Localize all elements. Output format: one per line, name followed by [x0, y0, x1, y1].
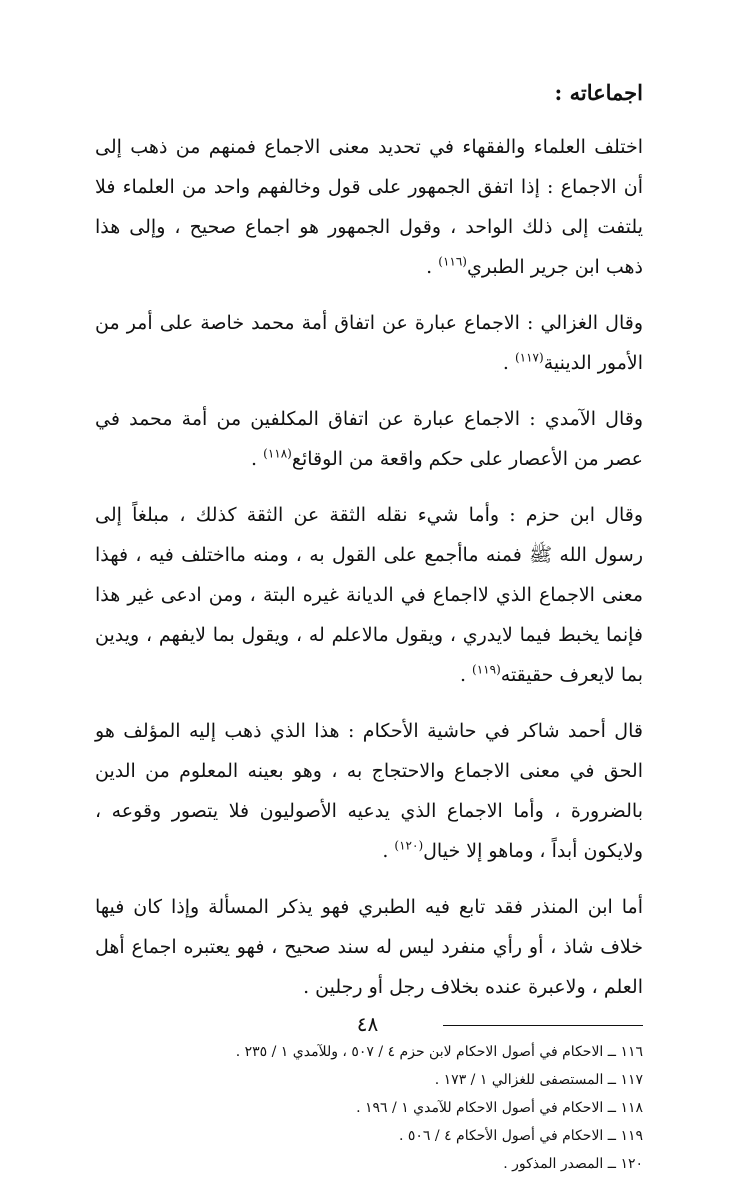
paragraph-3-text: وقال الآمدي : الاجماع عبارة عن اتفاق المكلفين من أمة محمد في عصر من الأعصار على حكم واقعة من الوقائع — [95, 408, 643, 471]
paragraph-4-text: وقال ابن حزم : وأما شيء نقله الثقة عن الثقة كذلك ، مبلغاً إلى رسول الله ﷺ فمنه ماأجمع على القول به ، ومنه مااختلف فيه ، فهذا معنى الاجماع الذي لااجماع في الديانة غيره البتة ، ومن ادعى غير هذا فإنما يخبط فيما لايدري ، ويقول مالاعلم له ، ويقول بما لايفهم ، ويدين بما لايعرف حقيقته — [95, 504, 643, 687]
paragraph-3-end: . — [251, 448, 264, 471]
paragraph-3 — [95, 399, 643, 479]
footnote-ref-120: (١٢٠) — [394, 838, 424, 853]
paragraph-2 — [95, 303, 643, 383]
paragraph-5-end: . — [382, 840, 395, 863]
footnote-120: ١٢٠ ــ المصدر المذكور . — [503, 1156, 643, 1173]
paragraph-6-text: أما ابن المنذر فقد تابع فيه الطبري فهو يذكر المسألة وإذا كان فيها خلاف شاذ ، أو رأي منفرد ليس له سند صحيح ، فهو يعتبره اجماع أهل العلم ، ولاعبرة عنده بخلاف رجل أو رجلين . — [95, 896, 643, 999]
footnote-ref-117: (١١٧) — [514, 350, 544, 365]
paragraph-1-end: . — [426, 256, 439, 279]
footnote-ref-119: (١١٩) — [472, 662, 501, 677]
paragraph-6 — [95, 887, 643, 1007]
paragraph-4 — [95, 495, 643, 695]
footnote-117: ١١٧ ــ المستصفى للغزالي ١ / ١٧٣ . — [434, 1072, 643, 1089]
paragraph-5-text: قال أحمد شاكر في حاشية الأحكام : هذا الذي ذهب إليه المؤلف هو الحق في معنى الاجماع والاحتجاج به ، وهو بعينه المعلوم من الدين بالضرورة ، وأما الاجماع الذي يدعيه الأصوليون فلا يتصور وقوعه ، ولايكون أبداً ، وماهو إلا خيال — [95, 720, 643, 863]
footnote-118: ١١٨ ــ الاحكام في أصول الاحكام للآمدي ١ / ١٩٦ . — [356, 1100, 643, 1117]
paragraph-5 — [95, 711, 643, 871]
section-heading: اجماعاته : — [554, 80, 643, 105]
paragraph-1-text: اختلف العلماء والفقهاء في تحديد معنى الاجماع فمنهم من ذهب إلى أن الاجماع : إذا اتفق الجمهور على قول وخالفهم واحد من العلماء فلا يلتفت إلى ذلك الواحد ، وقول الجمهور هو اجماع صحيح ، وإلى هذا ذهب ابن جرير الطبري — [95, 136, 643, 279]
paragraph-2-text: وقال الغزالي : الاجماع عبارة عن اتفاق أمة محمد خاصة على أمر من الأمور الدينية — [95, 312, 643, 375]
paragraph-4-end: . — [459, 664, 473, 687]
footnote-ref-118: (١١٨) — [263, 446, 292, 461]
footnote-116: ١١٦ ــ الاحكام في أصول الاحكام لابن حزم ٤ / ٥٠٧ ، وللآمدي ١ / ٢٣٥ . — [235, 1044, 643, 1061]
page-number: ٤٨ — [356, 1012, 379, 1036]
footnote-119: ١١٩ ــ الاحكام في أصول الأحكام ٤ / ٥٠٦ . — [398, 1128, 643, 1145]
paragraph-2-end: . — [502, 352, 515, 375]
paragraph-1 — [95, 127, 643, 287]
footnote-ref-116: (١١٦) — [438, 254, 467, 269]
